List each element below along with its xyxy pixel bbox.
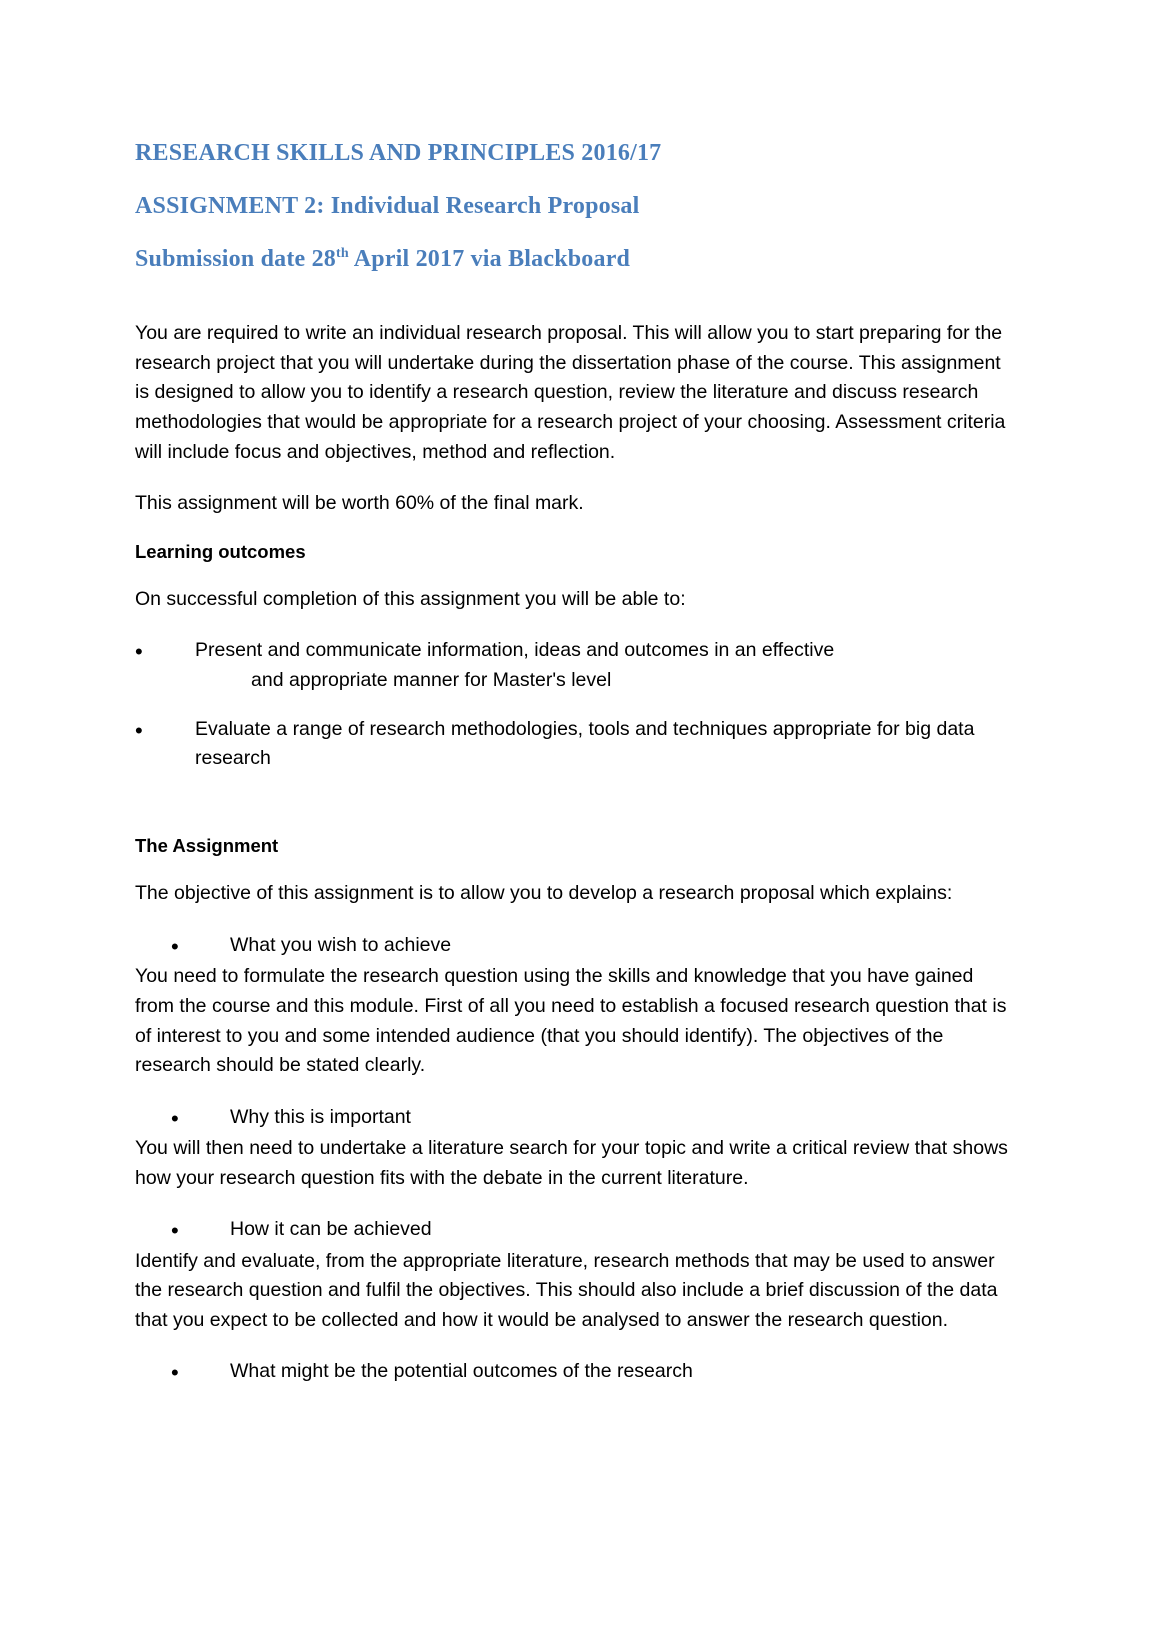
- assignment-body-2: You will then need to undertake a literature search for your topic and write a critical review that shows how your research question fits with the debate in the current literature.: [135, 1137, 1008, 1189]
- assignment-section-label: The Assignment: [135, 835, 279, 857]
- submission-date-suffix: April 2017 via Blackboard: [348, 246, 631, 272]
- learning-outcome-2-line-1: Evaluate a range of research methodologies, tools and techniques appropriate for big data research: [195, 717, 975, 770]
- assignment-body-3: Identify and evaluate, from the appropriate literature, research methods that may be used to answer the research question and fulfil the objectives. This should also include a brief discussion of the data that you expect to be collected and how it would be analysed to answer the research question.: [135, 1249, 998, 1331]
- assignment-title-heading: ASSIGNMENT 2: Individual Research Proposal: [135, 193, 640, 219]
- learning-outcome-1-line-1: Present and communicate information, ideas and outcomes in an effective: [195, 639, 835, 662]
- assignment-bullet-3: [135, 1215, 1008, 1244]
- learning-outcomes-label: Learning outcomes: [135, 540, 306, 562]
- submission-date-ordinal: th: [336, 246, 349, 261]
- learning-outcomes-list: [135, 636, 1008, 773]
- list-item: • What you wish to achieve: [135, 931, 1008, 960]
- assignment-bullet-4: [135, 1357, 1008, 1386]
- list-item: [135, 636, 1008, 695]
- list-item: [135, 715, 1008, 774]
- assignment-lead-in: The objective of this assignment is to allow you to develop a research proposal which explains:: [135, 882, 953, 905]
- list-item: • How it can be achieved: [135, 1215, 1008, 1244]
- assignment-bullet-2: [135, 1103, 1008, 1132]
- assignment-body-1: You need to formulate the research question using the skills and knowledge that you have gained from the course and this module. First of all you need to establish a focused research question that is of interest to you and some intended audience (that you should identify). The objectives of the research should be stated clearly.: [135, 965, 1007, 1077]
- list-item: • What might be the potential outcomes of the research: [135, 1357, 1008, 1386]
- course-title-heading: RESEARCH SKILLS AND PRINCIPLES 2016/17: [135, 140, 662, 166]
- spacer: [135, 795, 1008, 835]
- submission-date-heading: [135, 246, 1008, 273]
- intro-paragraph-1: You are required to write an individual research proposal. This will allow you to start preparing for the research project that you will undertake during the dissertation phase of the course. This assignment is designed to allow you to identify a research question, review the literature and discuss research methodologies that would be appropriate for a research project of your choosing. Assessment criteria will include focus and objectives, method and reflection.: [135, 322, 1006, 463]
- assignment-bullet-1: [135, 931, 1008, 960]
- submission-date-prefix: Submission date 28: [135, 246, 336, 272]
- list-item: • Why this is important: [135, 1103, 1008, 1132]
- intro-paragraph-2: This assignment will be worth 60% of the final mark.: [135, 492, 584, 515]
- learning-outcome-1-line-2: and appropriate manner for Master's level: [251, 668, 612, 691]
- learning-outcomes-lead-in: On successful completion of this assignment you will be able to:: [135, 587, 686, 610]
